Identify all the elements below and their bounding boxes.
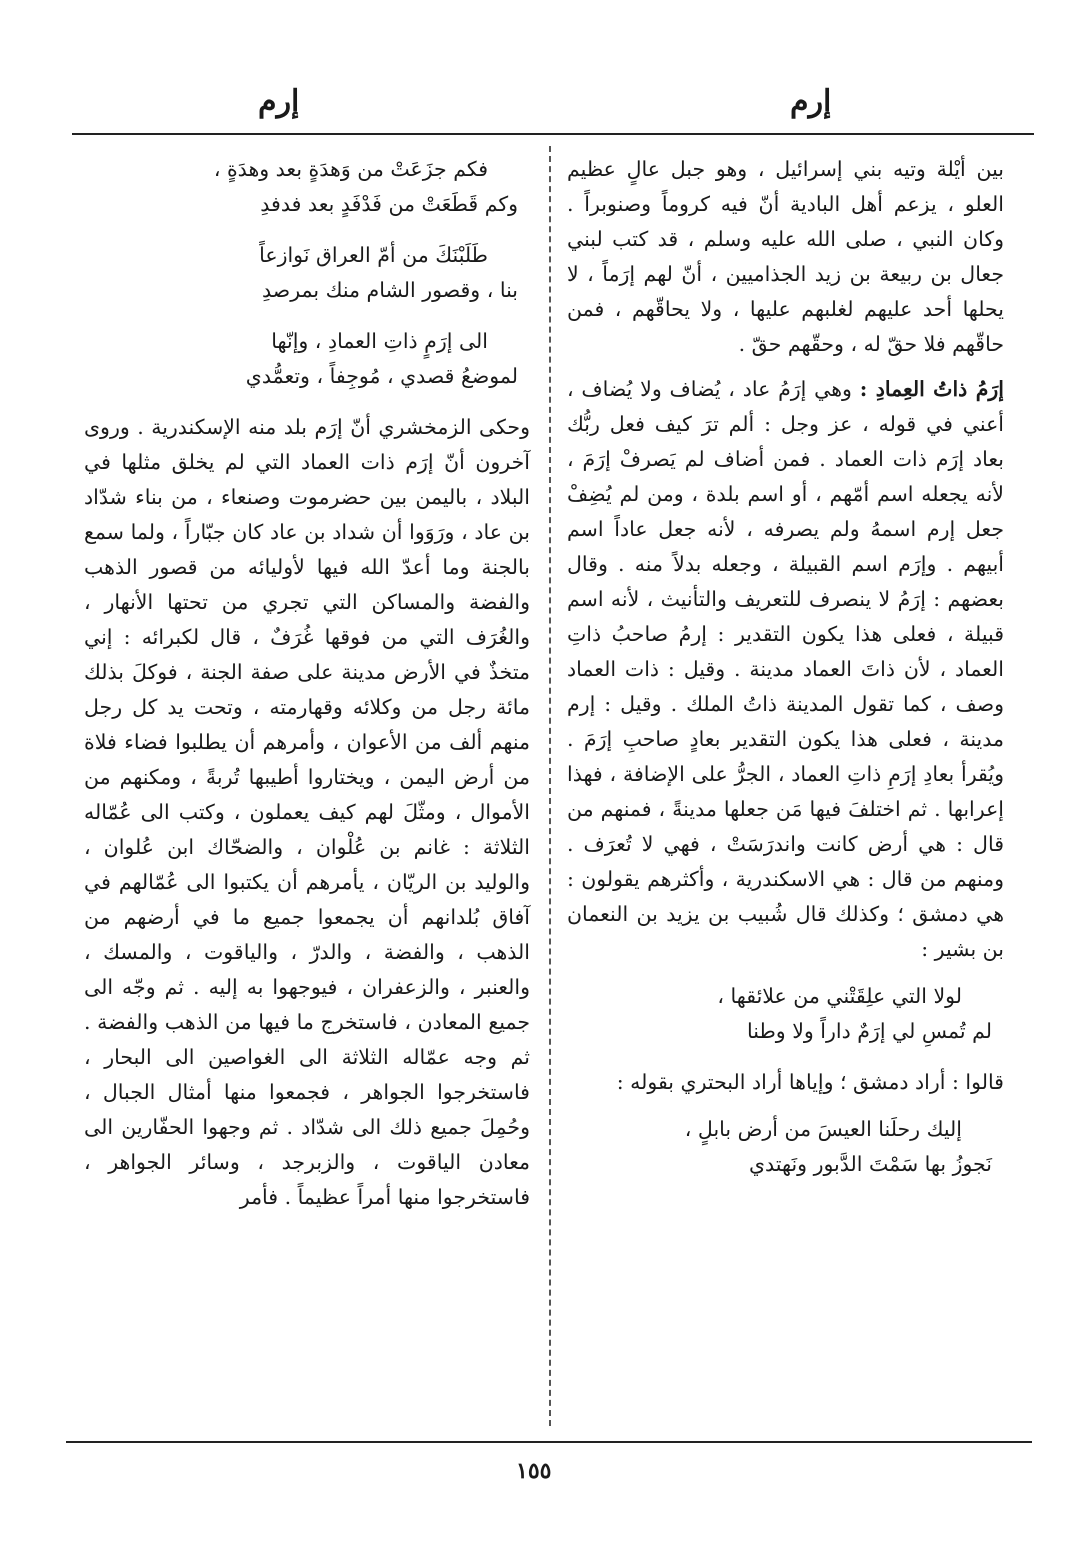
page-number: ١٥٥ xyxy=(516,1458,552,1484)
paragraph: وحكى الزمخشري أنّ إرَم بلد منه الإسكندرية . وروى آخرون أنّ إرَم ذات العماد التي لم يخلق مثلها في البلاد ، باليمن بين حضرموت وصنعاء ، من بناء شدّاد بن عاد ، ورَوَوا أن شداد بن عاد كان جبّاراً ، ولما سمع بالجنة وما أعدّ الله فيها لأوليائه من قصور الذهب والفضة والمساكن التي تجري من تحتها الأنهار ، والغُرَف التي من فوقها غُرَفٌ ، قال لكبرائه : إني متخذٌ في الأرض مدينة على صفة الجنة ، فوكلَ بذلك مائة رجل من وكلائه وقهارمته ، وتحت يد كل رجل منهم ألف من الأعوان ، وأمرهم أن يطلبوا فضاء فلاة من أرض اليمن ، ويختاروا أطيبها تُربةً ، ومكنهم من الأموال ، ومثّلَ لهم كيف يعملون ، وكتب الى عُمّاله الثلاثة : غانم بن عُلْوان ، والضحّاك ابن عُلوان ، والوليد بن الريّان ، يأمرهم أن يكتبوا الى عُمّالهم في آفاق بُلدانهم أن يجمعوا جميع ما في أرضهم من الذهب ، والفضة ، والدرّ ، والياقوت ، والمسك ، والعنبر ، والزعفران ، فيوجهوا به إليه . ثم وجّه الى جميع المعادن ، فاستخرج ما فيها من الذهب والفضة . ثم وجه عمّاله الثلاثة الى الغواصين الى البحار ، فاستخرجوا الجواهر ، فجمعوا منها أمثال الجبال ، وحُمِلَ جميع ذلك الى شدّاد . ثم وجهوا الحفّارين الى معادن الياقوت ، والزبرجد ، وسائر الجواهر ، فاستخرجوا منها أمراً عظيماً . فأمر xyxy=(84,415,530,1209)
paragraph: قالوا : أراد دمشق ؛ وإياها أراد البحتري بقوله : xyxy=(616,1070,1004,1094)
entry-text: وهي إرَمُ عاد ، يُضاف ولا يُضاف ، أعني في قوله ، عز وجل : ألم ترَ كيف فعل ربُّك بعاد إرَم ذات العماد . فمن أضاف لم يَصرفْ إرَمَ ، لأنه يجعله اسم أمّهم ، أو اسم بلدة ، ومن لم يُضِفْ جعل إرم اسمهُ ولم يصرفه ، لأنه جعل عاداً اسم أبيهم . وإرَم اسم القبيلة ، وجعله بدلاً منه . وقال بعضهم : إرَمُ لا ينصرف للتعريف والتأنيث ، لأنه اسم قبيلة ، فعلى هذا يكون التقدير : إرمُ صاحبُ ذاتِ العماد ، لأن ذاتَ العماد مدينة . وقيل : ذات العماد وصف ، كما تقول المدينة ذاتُ الملك . وقيل : إرم مدينة ، فعلى هذا يكون التقدير بعادٍ صاحبِ إرَمَ . ويُقرأ بعادِ إرَمِ ذاتِ العماد ، الجرُّ على الإضافة ، فهذا إعرابها . ثم اختلفَ فيها مَن جعلها مدينةً ، فمنهم من قال : هي أرض كانت واندرَسَتْ ، فهي لا تُعرَف . ومنهم من قال : هي الاسكندرية ، وأكثرهم يقولون : هي دمشق ؛ وكذلك قال شُبيب بن يزيد بن النعمان بن بشير : xyxy=(567,377,1004,961)
footer-rule xyxy=(66,1441,1032,1443)
verse xyxy=(84,324,530,394)
entry-paragraph xyxy=(567,372,1004,967)
verse xyxy=(567,979,1004,1049)
right-column xyxy=(567,152,1004,1198)
verse-line: لم تُمسِ لي إرَمٌ داراً ولا وطنا xyxy=(747,1019,992,1043)
verse-line: لولا التي علِقَتْني من علائقها ، xyxy=(717,984,962,1008)
verse xyxy=(84,152,530,222)
paragraph: بين أيْلة وتيه بني إسرائيل ، وهو جبل عالٍ عظيم العلو ، يزعم أهل البادية أنّ فيه كروماً وصنوبراً . وكان النبي ، صلى الله عليه وسلم ، قد كتب لبني جعال بن ربيعة بن زيد الجذاميين ، أنّ لهم إرَماً ، لا يحلها أحد عليهم لغلبهم عليها ، ولا يحاقّهم ، فمن حاقّهم فلا حقّ له ، وحقّهم حقّ . xyxy=(567,157,1004,356)
verse-line: لموضعُ قصدي ، مُوجِفاً ، وتعمُّدي xyxy=(245,364,518,388)
left-column xyxy=(84,152,530,1225)
verse-line: فكم جزَعَتْ من وَهدَةٍ بعد وهدَةٍ ، xyxy=(213,157,488,181)
entry-headword: إرَمُ ذاتُ العِمادِ : xyxy=(859,377,1004,401)
header-rule xyxy=(72,133,1034,135)
verse-line: نَجوزُ بها سَمْتَ الدَّبور ونَهتدي xyxy=(749,1152,992,1176)
verse xyxy=(84,238,530,308)
verse-line: وكم قَطَعَتْ من فَدْفَدٍ بعد فدفدِ xyxy=(260,192,518,216)
verse-line: طَلَبْنَكَ من أمّ العراق نَوازعاً xyxy=(259,243,488,267)
verse xyxy=(567,1112,1004,1182)
column-divider xyxy=(549,146,551,1426)
running-head-right: إرم xyxy=(790,84,832,119)
running-head-left: إرم xyxy=(258,84,300,119)
verse-line: إليك رحلَنا العيسَ من أرض بابلٍ ، xyxy=(684,1117,962,1141)
verse-line: الى إرَمٍ ذاتِ العمادِ ، وإنّها xyxy=(271,329,488,353)
verse-line: بنا ، وقصور الشام منك بمرصدِ xyxy=(262,278,518,302)
